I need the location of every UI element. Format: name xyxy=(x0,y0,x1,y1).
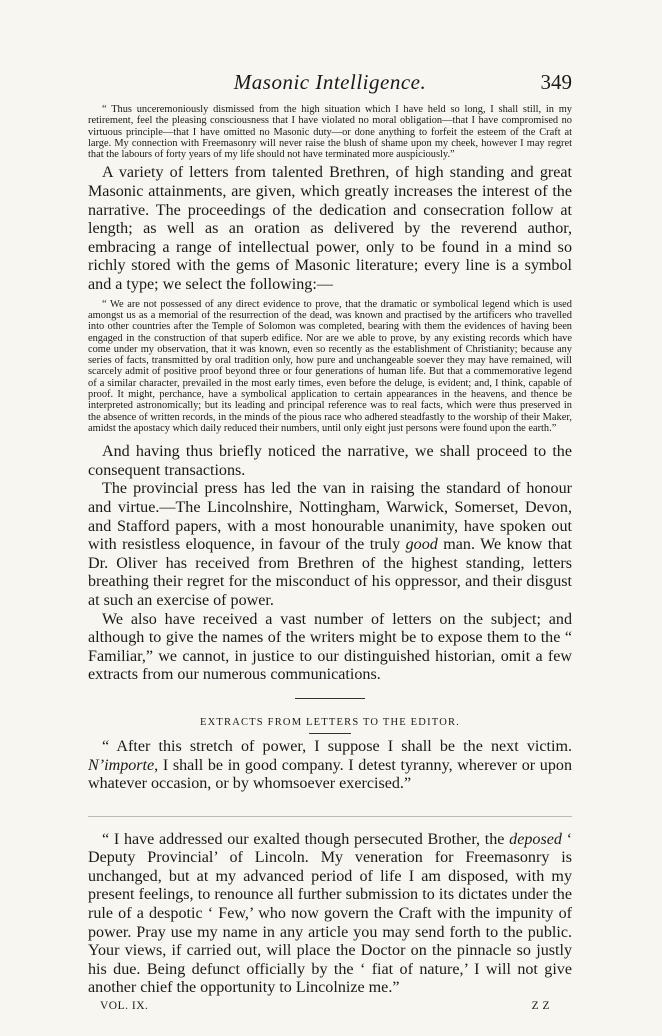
letter-extract-1 xyxy=(88,738,572,794)
emphasis-deposed: deposed xyxy=(509,830,562,848)
paragraph-provincial-press-text: The provincial press has led the van in raising the standard of honour and virtue.—The Lincolnshire, Nottingham, Warwick, Somerset, Devon, and Stafford papers, with a most honourable unanimity, have spoken out with resistless eloquence, in favour of the truly xyxy=(88,480,572,554)
letter-extract-2-text: “ I have addressed our exalted though persecuted Brother, the xyxy=(102,830,510,848)
volume-label: VOL. IX. xyxy=(100,1000,149,1013)
heading-underline xyxy=(309,733,351,734)
paragraph-provincial-press xyxy=(88,480,572,610)
dismissal-quote: “ Thus unceremoniously dismissed from the high situation which I have held so long, I shall still, in my retirement, feel the pleasing consciousness that I have violated no moral obligation—that I have compromised no virtuous principle—that I have omitted no Masonic duty—or done anything to forfeit the esteem of the Craft at large. My connection with Freemasonry will never raise the blush of shame upon my cheek, however I may regret that the labours of forty years of my life should not have terminated more auspiciously.” xyxy=(88,104,572,161)
paragraph-provincial-press-text-end: man. We know that Dr. Oliver has received from Brethren of the highest standing, letters breathing their regret for the misconduct of his oppressor, and their disgust at such an exercise of power. xyxy=(88,536,572,609)
section-divider xyxy=(295,698,365,699)
emphasis-nimporte: N’importe xyxy=(88,756,155,774)
extracts-heading: EXTRACTS FROM LETTERS TO THE EDITOR. xyxy=(199,716,461,728)
page xyxy=(88,70,572,1016)
letter-separator xyxy=(88,816,572,817)
page-footer xyxy=(88,1000,572,1016)
paragraph-narrative: And having thus briefly noticed the narrative, we shall proceed to the consequent transactions. xyxy=(88,443,572,479)
signature-mark: Z Z xyxy=(531,1000,550,1013)
letter-extract-1-text: “ After this stretch of power, I suppose I shall be the next victim. xyxy=(102,737,572,755)
letter-extract-2 xyxy=(88,831,572,998)
paragraph-variety-of-letters: A variety of letters from talented Brethren, of high standing and great Masonic attainments, are given, which greatly increases the interest of the narrative. The proceedings of the dedication and consecration follow at length; as well as an oration as delivered by the reverend author, embracing a range of intellectual power, only to be found in a mind so richly stored with the gems of Masonic literature; every line is a symbol and a type; we select the following:— xyxy=(88,164,572,294)
emphasis-good: good xyxy=(405,536,438,554)
oration-quote: “ We are not possessed of any direct evidence to prove, that the dramatic or symbolical legend which is used amongst us as a memorial of the resurrection of the dead, was known and practised by the artificers who travelled into other countries after the Temple of Solomon was completed, bearing with them the evidences of having been engaged in the construction of that superb edifice. Nor are we able to prove, by any existing records which have come under my observation, that it was known, even so recently as the establishment of Christianity; because any series of facts, transmitted by oral tradition only, how pure and unchangeable soever they may have remained, will scarcely admit of positive proof beyond three or four generations of human life. But that a commemorative legend of a similar character, prevailed in the most early times, even before the deluge, is evident; and, I think, capable of proof. It might, perchance, have a symbolical application to certain appearances in the heavens, and thence be interpreted astronomically; but its leading and principal reference was to real facts, which were thus preserved in the absence of written records, in the minds of the pious race who adhered steadfastly to the worship of their Maker, amidst the apostacy which daily reduced their numbers, until only eight just persons were found upon the earth.” xyxy=(88,298,572,434)
paragraph-letters-received: We also have received a vast number of letters on the subject; and although to give the names of the writers might be to expose them to the “ Familiar,” we cannot, in justice to our distinguished historian, omit a few extracts from our numerous communications. xyxy=(88,610,572,684)
letter-extract-2-text-end: ‘ Deputy Provincial’ of Lincoln. My veneration for Freemasonry is unchanged, but at my advanced period of life I am disposed, with my present feelings, to renounce all further submission to its dictates under the rule of a despotic ‘ Few,’ who now govern the Craft with the impunity of power. Pray use my name in any article you may send forth to the public. Your views, if carried out, will place the Doctor on the pinnacle so justly his due. Being defunct officially by the ‘ fiat of nature,’ I will not give another chief the opportunity to Lincolnize me.” xyxy=(88,830,572,997)
page-number: 349 xyxy=(540,70,572,94)
running-head: Masonic Intelligence. xyxy=(233,70,427,94)
page-header xyxy=(88,70,572,104)
letter-extract-1-text-end: , I shall be in good company. I detest tyranny, wherever or upon whatever occasion, or by whomsoever exercised.” xyxy=(88,756,572,793)
